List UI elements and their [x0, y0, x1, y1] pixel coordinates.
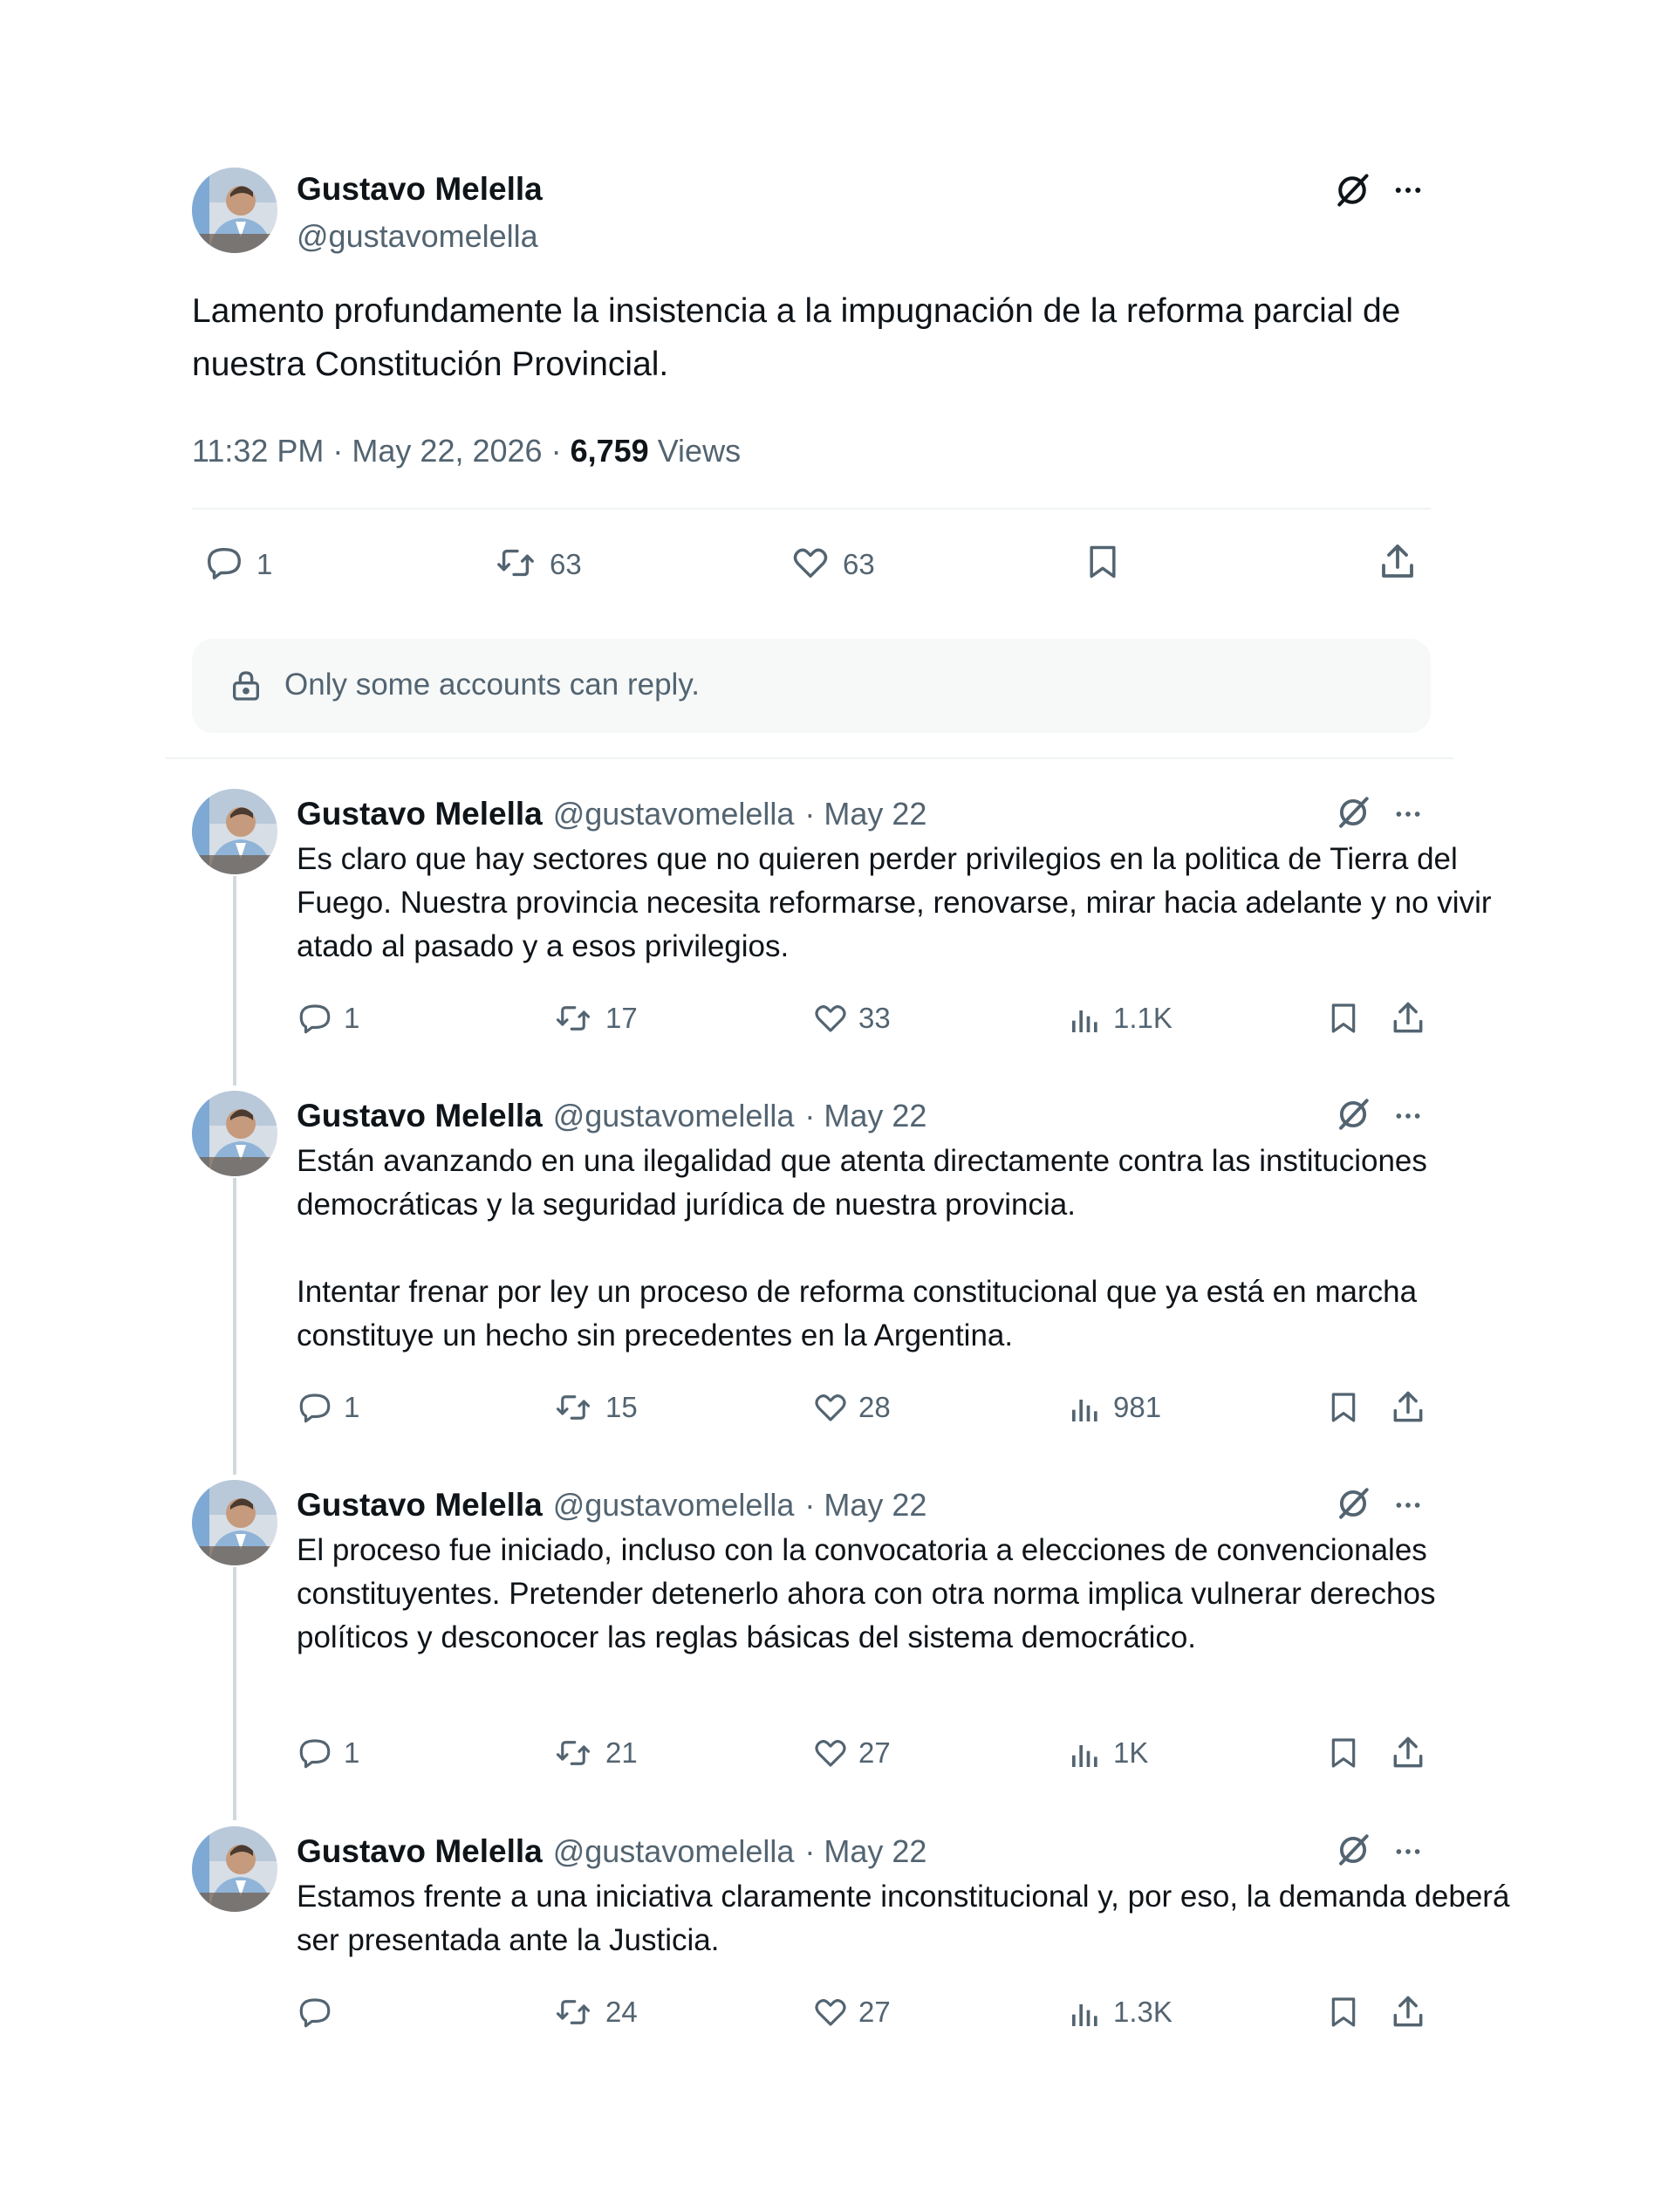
- avatar[interactable]: [192, 1826, 277, 1912]
- views-icon[interactable]: [1068, 1391, 1103, 1426]
- more-icon[interactable]: [1391, 1490, 1425, 1520]
- thread-line: [233, 1178, 236, 1475]
- more-icon[interactable]: [1391, 175, 1425, 206]
- views-count: 981: [1113, 1391, 1162, 1423]
- avatar[interactable]: [192, 1091, 277, 1176]
- reply-date[interactable]: · May 22: [804, 1487, 927, 1523]
- author-name[interactable]: Gustavo Melella: [297, 1487, 543, 1523]
- repost-count: 63: [550, 548, 582, 580]
- reply-header: [297, 1487, 926, 1524]
- reply-count: 1: [256, 548, 273, 580]
- reply-icon[interactable]: [297, 1994, 333, 2031]
- reply-header: [297, 796, 926, 832]
- author-handle[interactable]: @gustavomelella: [297, 218, 538, 254]
- views-icon[interactable]: [1068, 1002, 1103, 1037]
- reply-header: [297, 1098, 926, 1134]
- tweet-text: Lamento profundamente la insistencia a la impugnación de la reforma parcial de nuestra Constitución Provincial.: [192, 292, 1401, 383]
- repost-count: 21: [605, 1736, 638, 1769]
- avatar[interactable]: [192, 1480, 277, 1565]
- views-count: 1K: [1113, 1736, 1149, 1769]
- lock-icon: [229, 667, 263, 705]
- like-icon[interactable]: [811, 1000, 850, 1037]
- reply-text: Estamos frente a una iniciativa claramente inconstitucional y, por eso, la demanda deberá ser presentada ante la Justicia.: [297, 1880, 1510, 1957]
- avatar[interactable]: [192, 168, 277, 253]
- views-count: 6,759: [570, 433, 649, 469]
- views-count: 1.3K: [1113, 1996, 1172, 2028]
- avatar[interactable]: [192, 789, 277, 874]
- repost-count: 15: [605, 1391, 638, 1423]
- author-name[interactable]: Gustavo Melella: [297, 1098, 543, 1133]
- like-icon[interactable]: [811, 1735, 850, 1771]
- grok-icon[interactable]: [1335, 1485, 1371, 1522]
- repost-count: 17: [605, 1002, 638, 1034]
- more-icon[interactable]: [1391, 799, 1425, 829]
- repost-icon[interactable]: [492, 543, 539, 583]
- like-icon[interactable]: [811, 1994, 850, 2031]
- author-handle[interactable]: @gustavomelella: [552, 1833, 795, 1869]
- thread-line: [233, 1567, 236, 1820]
- share-icon[interactable]: [1389, 1992, 1427, 2032]
- author-name[interactable]: Gustavo Melella: [297, 171, 543, 207]
- reply-text: Es claro que hay sectores que no quieren perder privilegios en la politica de Tierra del Fuego. Nuestra provincia necesita reformarse, renovarse, mirar hacia adelante y no vivir atado al pasado y a esos privilegios.: [297, 842, 1492, 963]
- share-icon[interactable]: [1389, 1733, 1427, 1773]
- reply-icon[interactable]: [297, 1000, 333, 1037]
- views-icon[interactable]: [1068, 1736, 1103, 1771]
- author-name[interactable]: Gustavo Melella: [297, 1833, 543, 1869]
- repost-icon[interactable]: [551, 1735, 595, 1771]
- repost-count: 24: [605, 1996, 638, 2028]
- like-count: 63: [843, 548, 875, 580]
- like-icon[interactable]: [789, 543, 832, 583]
- grok-icon[interactable]: [1335, 1832, 1371, 1868]
- author-name[interactable]: Gustavo Melella: [297, 796, 543, 832]
- bookmark-icon[interactable]: [1326, 1387, 1361, 1428]
- like-count: 33: [858, 1002, 891, 1034]
- thread-line: [233, 876, 236, 1085]
- reply-text: El proceso fue iniciado, incluso con la convocatoria a elecciones de convencionales constituyentes. Pretender detenerlo ahora con otra norma implica vulnerar derechos políticos y desconocer las reglas básicas del sistema democrático.: [297, 1533, 1436, 1654]
- like-count: 27: [858, 1996, 891, 2028]
- tweet-timestamp: 11:32 PM · May 22, 2026 · 6,759 Views: [192, 433, 742, 469]
- reply-icon[interactable]: [297, 1389, 333, 1426]
- like-count: 27: [858, 1736, 891, 1769]
- tweet-date[interactable]: May 22, 2026: [352, 433, 543, 469]
- bookmark-icon[interactable]: [1084, 539, 1122, 585]
- share-icon[interactable]: [1389, 1387, 1427, 1428]
- grok-icon[interactable]: [1335, 1096, 1371, 1133]
- views-icon[interactable]: [1068, 1996, 1103, 2031]
- views-label: Views: [657, 433, 742, 469]
- divider: [166, 757, 1453, 759]
- like-icon[interactable]: [811, 1389, 850, 1426]
- reply-text: Están avanzando en una ilegalidad que atenta directamente contra las instituciones democráticas y la seguridad jurídica de nuestra provincia. Intentar frenar por ley un proceso de reforma constitucional que ya está en marcha constituye un hecho sin precedentes en la Argentina.: [297, 1144, 1427, 1353]
- repost-icon[interactable]: [551, 1994, 595, 2031]
- share-icon[interactable]: [1389, 998, 1427, 1038]
- like-count: 28: [858, 1391, 891, 1423]
- more-icon[interactable]: [1391, 1837, 1425, 1866]
- views-count: 1.1K: [1113, 1002, 1172, 1034]
- share-icon[interactable]: [1377, 539, 1419, 585]
- grok-icon[interactable]: [1335, 794, 1371, 831]
- reply-restriction-text: Only some accounts can reply.: [284, 668, 700, 702]
- grok-icon[interactable]: [1333, 171, 1371, 209]
- reply-date[interactable]: · May 22: [804, 1098, 927, 1133]
- reply-icon[interactable]: [204, 543, 244, 583]
- author-handle[interactable]: @gustavomelella: [552, 796, 795, 832]
- divider: [192, 508, 1431, 510]
- more-icon[interactable]: [1391, 1101, 1425, 1131]
- repost-icon[interactable]: [551, 1000, 595, 1037]
- tweet-time[interactable]: 11:32 PM: [192, 433, 325, 469]
- reply-date[interactable]: · May 22: [804, 1833, 927, 1869]
- reply-count: 1: [344, 1002, 360, 1034]
- bookmark-icon[interactable]: [1326, 998, 1361, 1038]
- reply-header: [297, 1833, 926, 1870]
- reply-date[interactable]: · May 22: [804, 796, 927, 832]
- reply-count: 1: [344, 1391, 360, 1423]
- bookmark-icon[interactable]: [1326, 1733, 1361, 1773]
- bookmark-icon[interactable]: [1326, 1992, 1361, 2032]
- reply-count: 1: [344, 1736, 360, 1769]
- author-handle[interactable]: @gustavomelella: [552, 1487, 795, 1523]
- author-handle[interactable]: @gustavomelella: [552, 1098, 795, 1133]
- reply-icon[interactable]: [297, 1735, 333, 1771]
- repost-icon[interactable]: [551, 1389, 595, 1426]
